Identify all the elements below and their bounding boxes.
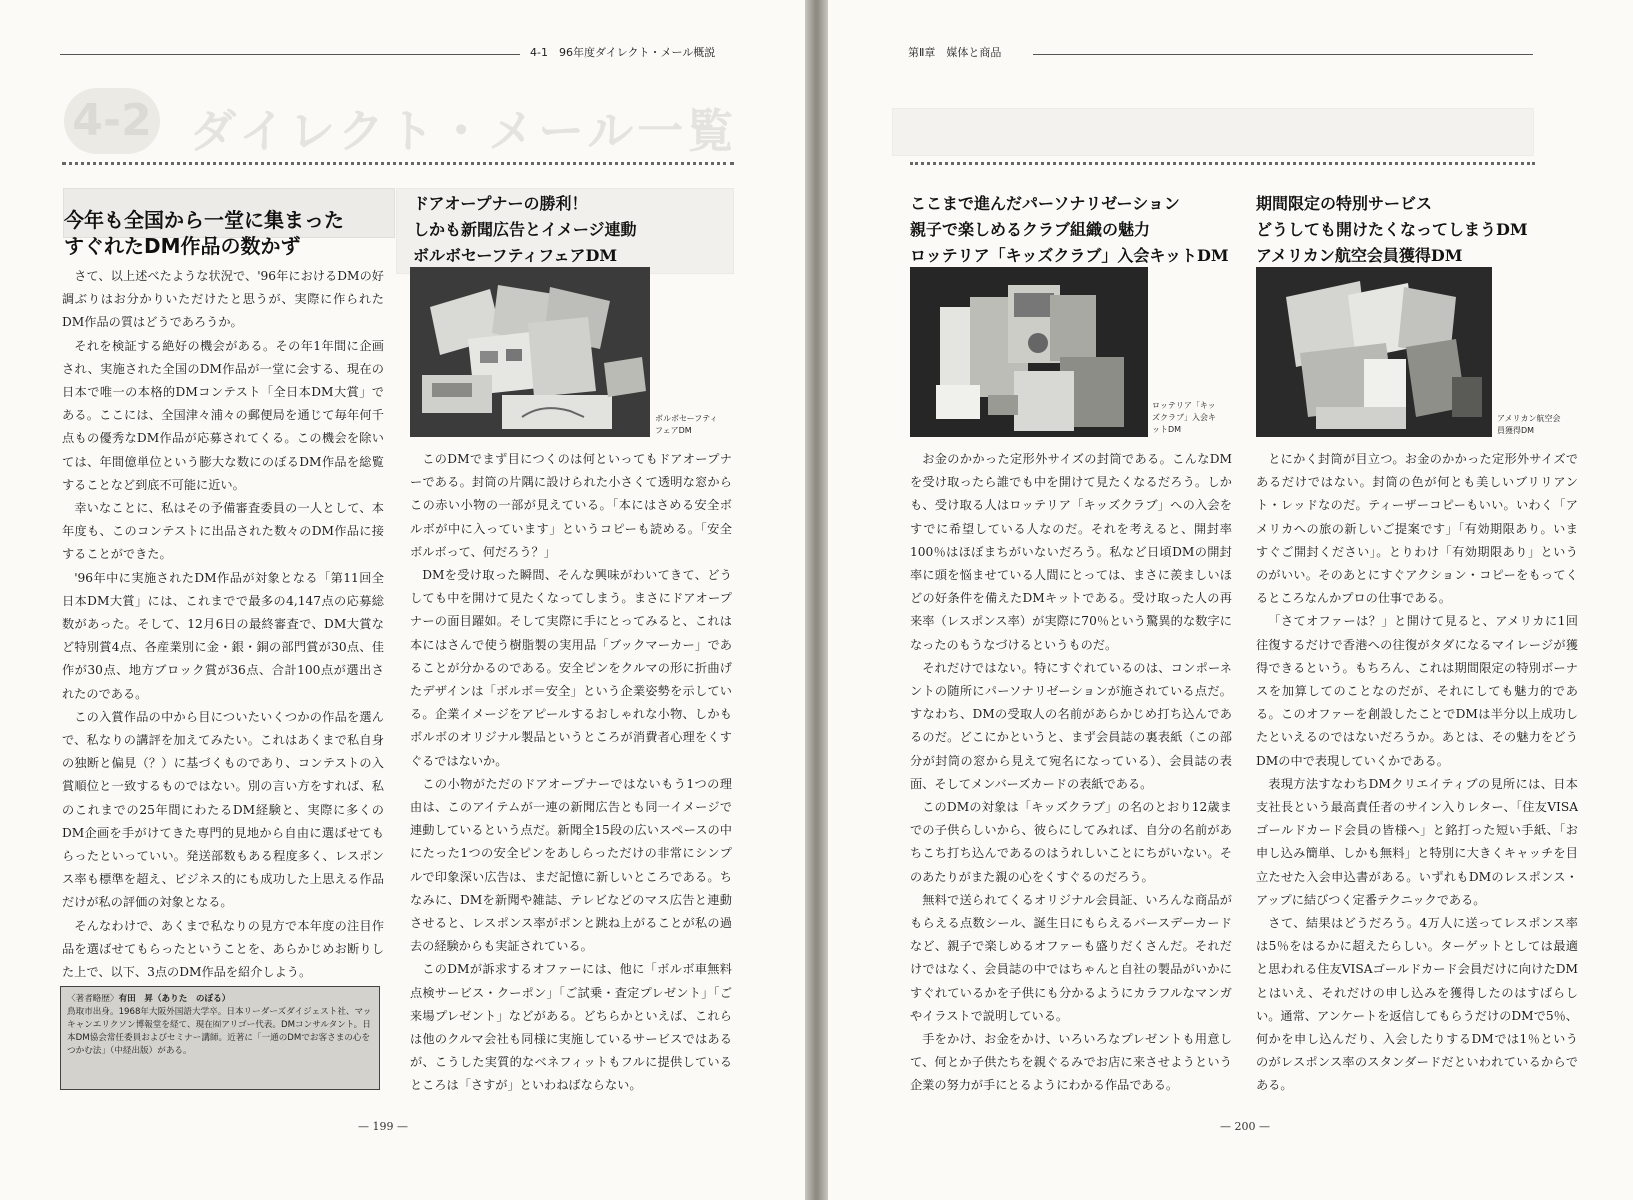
article-body-dm-works (62, 265, 384, 984)
paragraph: '96年中に実施されたDM作品が対象となる「第11回全日本DM大賞」には、これまでで最多の4,147点の応募総数があった。そして、12月6日の最終審査で、DM大賞など特別賞4点、各産業別に金・銀・銅の部門賞が30点、佳作が30点、地方ブロック賞が36点、合計100点が選出されたのである。 (62, 570, 384, 701)
paragraph: このDMの対象は「キッズクラブ」の名のとおり12歳までの子供らしいから、彼らにしてみれば、自分の名前があちこち打ち込んであるのはうれしいことにちがいない。そのあたりがまた親の心をくすぐるのだろう。 (910, 800, 1232, 884)
lotteria-photo-caption: ロッテリア「キッ ズクラブ」入会キ ットDM (1152, 401, 1216, 434)
section-divider (62, 162, 734, 165)
paragraph: それを検証する絶好の機会がある。その年1年間に企画され、実施された全国のDM作品が一堂に会する、現在の日本で唯一の本格的DMコンテスト「全日本DM大賞」である。ここには、全国津々浦々の郵便局を通じて毎年何千点もの優秀なDM作品が応募されてくる。この機会を除いては、年間億単位という膨大な数にのぼるDM作品を総覧することなど到底不可能に近い。 (62, 338, 384, 492)
bio-text: 鳥取市出身。1968年大阪外国語大学卒。日本リーダーズダイジェスト社、マッキャンエリクソン博報堂を経て、現在㈲アリゴー代表。DMコンサルタント。日本DM協会常任委員およびセミナー講師。近著に「一通のDMでお客さまの心をつかむ法」（中経出版）がある。 (67, 1007, 372, 1056)
author-bio-box (60, 986, 380, 1090)
paragraph: このDMが訴求するオファーには、他に「ボルボ車無料点検サービス・クーポン」「ご試乗・査定プレゼント」「ご来場プレゼント」などがある。どちらかといえば、これらは他のクルマ会社も同様に実施しているサービスではあるが、こうした実質的なベネフィットもフルに提供しているところは「さすが」といわねばならない。 (410, 962, 732, 1093)
paragraph: 「さてオファーは？」と開けて見ると、アメリカに1回往復するだけで香港への往復がタダになるマイレージが獲得できるという。もちろん、これは期間限定の特別ボーナスを加算してのことなのだが、それにしても魅力的である。このオファーを創設したことでDMは半分以上成功したといえるのではないだろうか。あとは、その魅力をどうDMの中で表現していくかである。 (1256, 614, 1578, 768)
paragraph: 手をかけ、お金をかけ、いろいろなプレゼントも用意して、何とか子供たちを親ぐるみでお店に来させようという企業の努力が手にとるようにわかる作品である。 (910, 1032, 1232, 1093)
paragraph: このDMでまず目につくのは何といってもドアオープナーである。封筒の片隅に設けられた小さくて透明な窓からこの赤い小物の一部が見えている。「本にはさめる安全ボルボが中に入っています」というコピーも読める。「安全ボルボって、何だろう？」 (410, 452, 732, 559)
left-page (0, 0, 805, 1200)
american-airlines-dm-illustration (1256, 267, 1492, 437)
paragraph: さて、以上述べたような状況で、'96年におけるDMの好調ぶりはお分かりいただけたと思うが、実際に作られたDM作品の質はどうであろうか。 (62, 269, 384, 330)
page-number: — 200 — (1220, 1120, 1270, 1133)
paragraph: さて、結果はどうだろう。4万人に送ってレスポンス率は5％をはるかに超えたらしい。ターゲットとしては最適と思われる住友VISAゴールドカード会員だけに向けたDMとはいえ、それだけの申し込みを獲得したのはすばらしい。通常、アンケートを返信してもらうだけのDMで5％、何かを申し込んだり、入会したりするDMでは1％というのがレスポンス率のスタンダードだといわれているからである。 (1256, 916, 1578, 1093)
running-head-rule (1033, 54, 1533, 55)
running-head-rule (60, 54, 520, 55)
page-number: — 199 — (358, 1120, 408, 1133)
volvo-photo-caption: ボルボセーフティ フェアDM (655, 414, 718, 435)
paragraph: 表現方法すなわちDMクリエイティブの見所には、日本支社長という最高責任者のサイン入りレター、「住友VISAゴールドカード会員の皆様へ」と銘打った短い手紙、「お申し込み簡単、しかも無料」と特別に大きくキャッチを目立たせた入会申込書がある。いずれもDMのレスポンス・アップに結びつく定番テクニックである。 (1256, 776, 1578, 907)
paragraph: 無料で送られてくるオリジナル会員証、いろんな商品がもらえる点数シール、誕生日にもらえるバースデーカードなど、親子で楽しめるオファーも盛りだくさんだ。それだけではなく、会員誌の中ではちゃんと自社の製品がいかにすぐれているかを子供にも分かるようにカラフルなマンガやイラストで説明している。 (910, 892, 1232, 1023)
article-body-volvo (410, 448, 732, 1098)
volvo-dm-photo (410, 267, 650, 437)
right-page (828, 0, 1633, 1200)
paragraph: この小物がただのドアオープナーではないもう1つの理由は、このアイテムが一連の新聞広告とも同一イメージで連動しているという点だ。新聞全15段の広いスペースの中にたった1つの安全ピンをあしらっただけの非常にシンプルで印象深い広告は、まだ記憶に新しいところである。ちなみに、DMを新聞や雑誌、テレビなどのマス広告と連動させると、レスポンス率がポンと跳ね上がることが私の過去の経験からも実証されている。 (410, 776, 732, 954)
running-head: 第Ⅱ章 媒体と商品 (908, 46, 1002, 59)
section-divider (910, 162, 1535, 165)
article-heading-volvo: ドアオープナーの勝利！ しかも新聞広告とイメージ連動 ボルボセーフティフェアDM (413, 194, 637, 265)
article-body-lotteria (910, 448, 1232, 1098)
article-heading-american-airlines: 期間限定の特別サービス どうしても開けたくなってしまうDM アメリカン航空会員獲得DM (1256, 194, 1528, 265)
paragraph: お金のかかった定形外サイズの封筒である。こんなDMを受け取ったら誰でも中を開けて見たくなるだろう。しかも、受け取る人はロッテリア「キッズクラブ」への入会をすでに希望している人なのだ。それを考えると、開封率100％はほぼまちがいないだろう。私など日頃DMの開封率に頭を悩ませている人間にとっては、まさに羨ましいほどの好条件を備えたDMキットである。受け取った人の再来率（レスポンス率）が実際に70％という驚異的な数字になったのもうなづけるというものだ。 (910, 452, 1232, 652)
author-name: 有田 昇（ありた のぼる） (118, 994, 231, 1004)
article-heading-lotteria: ここまで進んだパーソナリゼーション 親子で楽しめるクラブ組織の魅力 ロッテリア「キッズクラブ」入会キットDM (910, 194, 1229, 265)
american-airlines-photo-caption: アメリカン航空会 員獲得DM (1497, 414, 1561, 435)
article-heading-dm-works: 今年も全国から一堂に集まった すぐれたDM作品の数かず (64, 208, 344, 258)
section-title-ghost: ダイレクト・メール一覧 (190, 104, 738, 158)
section-number-ghost: 4-2 (64, 88, 160, 154)
paragraph: 幸いなことに、私はその予備審査委員の一人として、本年度も、このコンテストに出品された数々のDM作品に接することができた。 (62, 501, 384, 562)
paragraph: とにかく封筒が目立つ。お金のかかった定形外サイズであるだけではない。封筒の色が何とも美しいブリリアント・レッドなのだ。ティーザーコピーもいい。いわく「アメリカへの旅の新しいご提案です」「有効期限あり。いますぐご開封ください」。とりわけ「有効期限あり」というのがいい。そのあとにすぐアクション・コピーをもってくるところなんかプロの仕事である。 (1256, 452, 1578, 606)
lotteria-dm-illustration (910, 267, 1148, 437)
lotteria-dm-photo (910, 267, 1148, 437)
paragraph: それだけではない。特にすぐれているのは、コンポーネントの随所にパーソナリゼーションが施されている点だ。すなわち、DMの受取人の名前があらかじめ打ち込んであるのだ。どこにかというと、まず会員誌の裏表紙（この部分が封筒の窓から見えて宛名になっている）、会員誌の表面、そしてメンバーズカードの表紙である。 (910, 660, 1232, 791)
american-airlines-dm-photo (1256, 267, 1492, 437)
bio-label: 〈著者略歴〉 (67, 994, 119, 1004)
show-through-box (892, 108, 1534, 156)
article-body-american-airlines (1256, 448, 1578, 1098)
paragraph: この入賞作品の中から目についたいくつかの作品を選んで、私なりの講評を加えてみたい。これはあくまで私自身の独断と偏見（？）に基づくものであり、コンテストの入賞順位と一致するものではない。別の言い方をすれば、私のこれまでの25年間にわたるDM経験と、実際に多くのDM企画を手がけてきた専門的見地から自由に選ばせてもらったといっていい。発送部数もある程度多く、レスポンス率も標準を超え、ビジネス的にも成功した上思える作品だけが私の評価の対象となる。 (62, 709, 384, 910)
volvo-dm-illustration (410, 267, 650, 437)
running-head: 4-1 96年度ダイレクト・メール概説 (530, 46, 716, 59)
book-gutter (805, 0, 828, 1200)
paragraph: そんなわけで、あくまで私なりの見方で本年度の注目作品を選ばせてもらったということを、あらかじめお断りした上で、以下、3点のDM作品を紹介しよう。 (62, 918, 384, 980)
paragraph: DMを受け取った瞬間、そんな興味がわいてきて、どうしても中を開けて見たくなってしまう。まさにドアオープナーの面目躍如。そして実際に手にとってみると、これは本にはさんで使う樹脂製の実用品「ブックマーカー」であることが分かるのである。安全ピンをクルマの形に折曲げたデザインは「ボルボ＝安全」という企業姿勢を示している。企業イメージをアピールするおしゃれな小物、しかもボルボのオリジナル製品というところが消費者心理をくすぐるではないか。 (410, 568, 732, 768)
